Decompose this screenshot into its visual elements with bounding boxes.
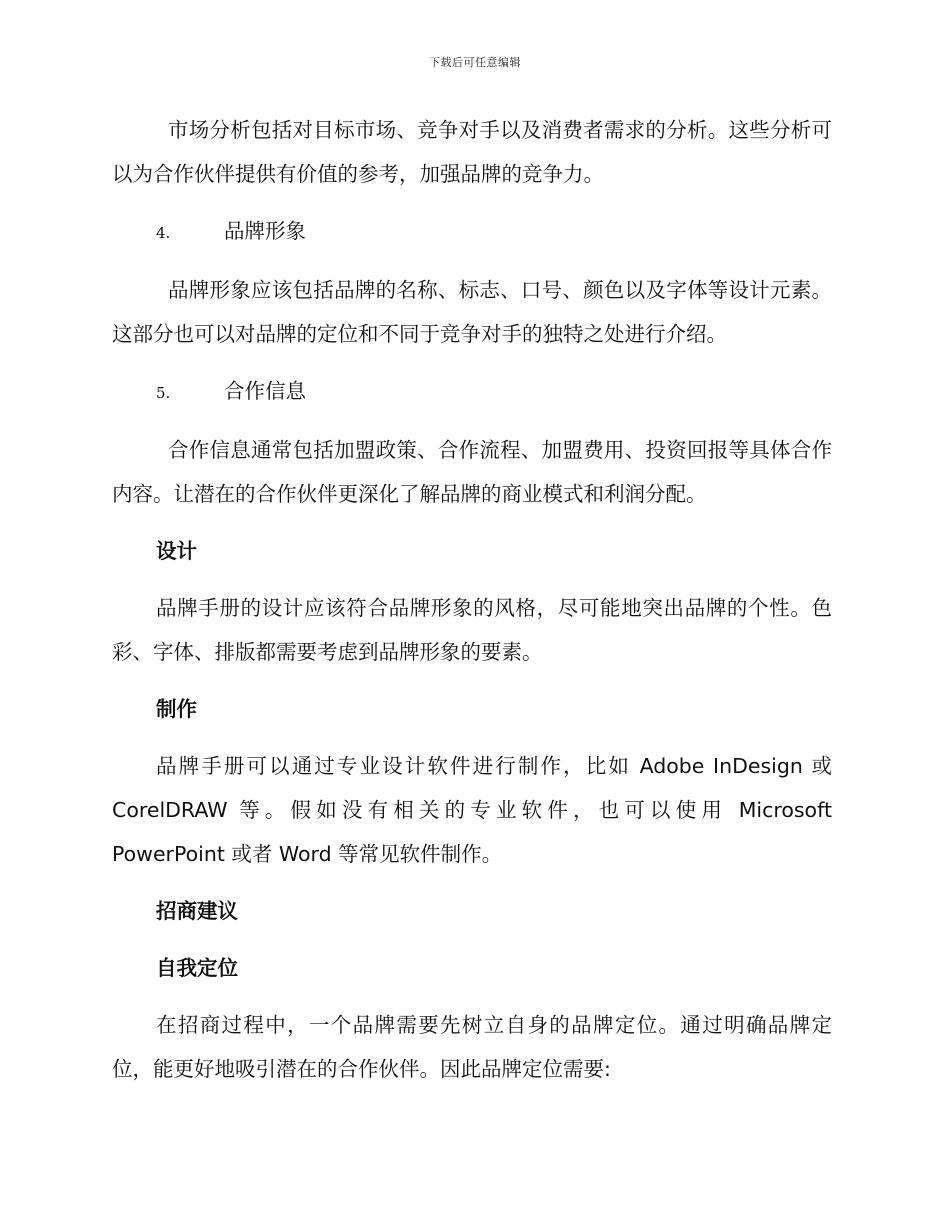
paragraph-design: 品牌手册的设计应该符合品牌形象的风格，尽可能地突出品牌的个性。色彩、字体、排版都需要考虑到品牌形象的要素。 — [112, 596, 832, 664]
paragraph-cooperation-info: 合作信息通常包括加盟政策、合作流程、加盟费用、投资回报等具体合作内容。让潜在的合作伙伴更深化了解品牌的商业模式和利润分配。 — [112, 438, 832, 506]
list-item-4 — [112, 209, 832, 255]
list-item-5 — [112, 369, 832, 415]
heading-design: 设计 — [156, 539, 197, 563]
list-number: 5. — [156, 384, 171, 402]
heading-production: 制作 — [156, 697, 197, 721]
paragraph-market-analysis: 市场分析包括对目标市场、竞争对手以及消费者需求的分析。这些分析可以为合作伙伴提供有价值的参考，加强品牌的竞争力。 — [112, 118, 832, 186]
list-item-title: 合作信息 — [224, 379, 306, 403]
list-number: 4. — [156, 224, 171, 242]
heading-self-positioning: 自我定位 — [156, 956, 238, 980]
paragraph-brand-image: 品牌形象应该包括品牌的名称、标志、口号、颜色以及字体等设计元素。这部分也可以对品牌的定位和不同于竞争对手的独特之处进行介绍。 — [112, 278, 832, 346]
heading-investment-advice: 招商建议 — [156, 899, 238, 923]
page-header: 下载后可任意编辑 — [429, 56, 521, 69]
document-body — [112, 108, 832, 1104]
paragraph-self-positioning: 在招商过程中，一个品牌需要先树立自身的品牌定位。通过明确品牌定位，能更好地吸引潜在的合作伙伴。因此品牌定位需要: — [112, 1013, 832, 1081]
paragraph-production: 品牌手册可以通过专业设计软件进行制作，比如 Adobe InDesign 或 CorelDRAW 等。假如没有相关的专业软件，也可以使用 Microsoft PowerPoint 或者 Word 等常见软件制作。 — [112, 754, 832, 866]
list-item-title: 品牌形象 — [224, 219, 306, 243]
